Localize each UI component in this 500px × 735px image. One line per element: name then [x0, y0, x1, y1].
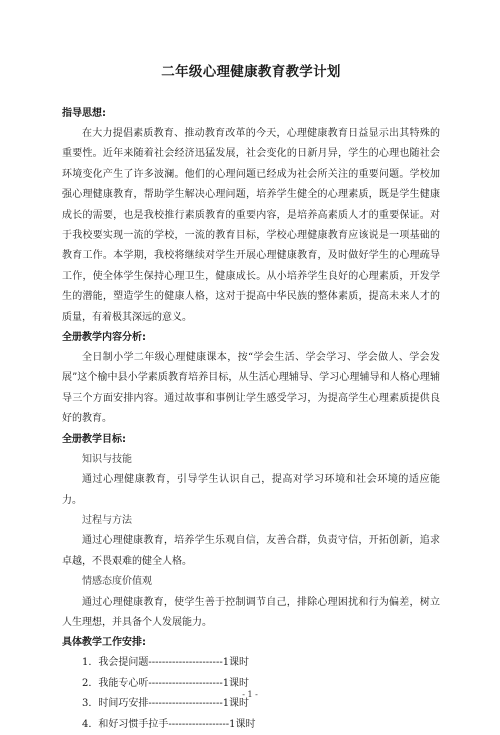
goal-text: 通过心理健康教育，培养学生乐观自信，友善合群，负责守信，开拓创新，追求卓越，不畏艰难的健全人格。 — [62, 535, 440, 567]
page-number: - 1 - — [242, 690, 258, 699]
goal-label: 知识与技能 — [82, 453, 132, 465]
section-heading: 具体教学工作安排: — [62, 637, 146, 649]
section-heading: 全册教学目标: — [62, 433, 126, 445]
paragraph: 全日制小学二年级心理健康课本，按“学会生活、学会学习、学会做人、学会发展”这个榆中县小学素质教育培养目标，从生活心理辅导、学习心理辅导和人格心理辅导三个方面安排内容。通过故事和事例让学生感受学习，为提高学生心理素质提供良好的教育。 — [62, 352, 440, 425]
goal-text: 通过心理健康教育，使学生善于控制调节自己，排除心理困扰和行为偏差，树立人生理想，并具备个人发展能力。 — [62, 596, 440, 628]
goal-text: 通过心理健康教育，引导学生认识自己，提高对学习环境和社会环境的适应能力。 — [62, 474, 440, 506]
section-heading: 全册教学内容分析: — [62, 332, 146, 344]
goal-label: 过程与方法 — [82, 514, 132, 526]
list-item: 1．我会提问题----------------------1课时 — [82, 657, 250, 669]
section-heading: 指导思想: — [62, 108, 106, 119]
section-teaching-goals — [62, 430, 440, 634]
document-page — [62, 62, 440, 735]
list-item: 2．我能专心听----------------------1课时 — [82, 677, 250, 689]
paragraph: 在大力提倡素质教育、推动教育改革的今天，心理健康教育日益显示出其特殊的重要性。近年来随着社会经济迅猛发展，社会变化的日新月异，学生的心理也随社会环境变化产生了许多波澜。他们的心理问题已经成为社会所关注的重要问题。学校加强心理健康教育，帮助学生解决心理问题，培养学生健全的心理素质，既是学生健康成长的需要，也是我校推行素质教育的重要内容，是培养高素质人才的重要保证。对于我校要实现一流的学校，一流的教育目标，学校心理健康教育应该说是一项基础的教育工作。本学期，我校将继续对学生开展心理健康教育，及时做好学生的心理疏导工作，使全体学生保持心理卫生，健康成长。从小培养学生良好的心理素质，开发学生的潜能，塑造学生的健康人格，这对于提高中华民族的整体素质，提高未来人才的质量，有着极其深远的意义。 — [62, 128, 440, 323]
list-item: 4．和好习惯手拉手------------------1课时 — [82, 718, 256, 730]
goal-label: 情感态度价值观 — [82, 576, 152, 588]
section-work-schedule — [62, 633, 440, 735]
list-item: 3．时间巧安排----------------------1课时 — [82, 698, 250, 710]
section-guiding-ideology — [62, 104, 440, 328]
document-title: 二年级心理健康教育教学计划 — [161, 64, 341, 80]
section-content-analysis — [62, 328, 440, 430]
